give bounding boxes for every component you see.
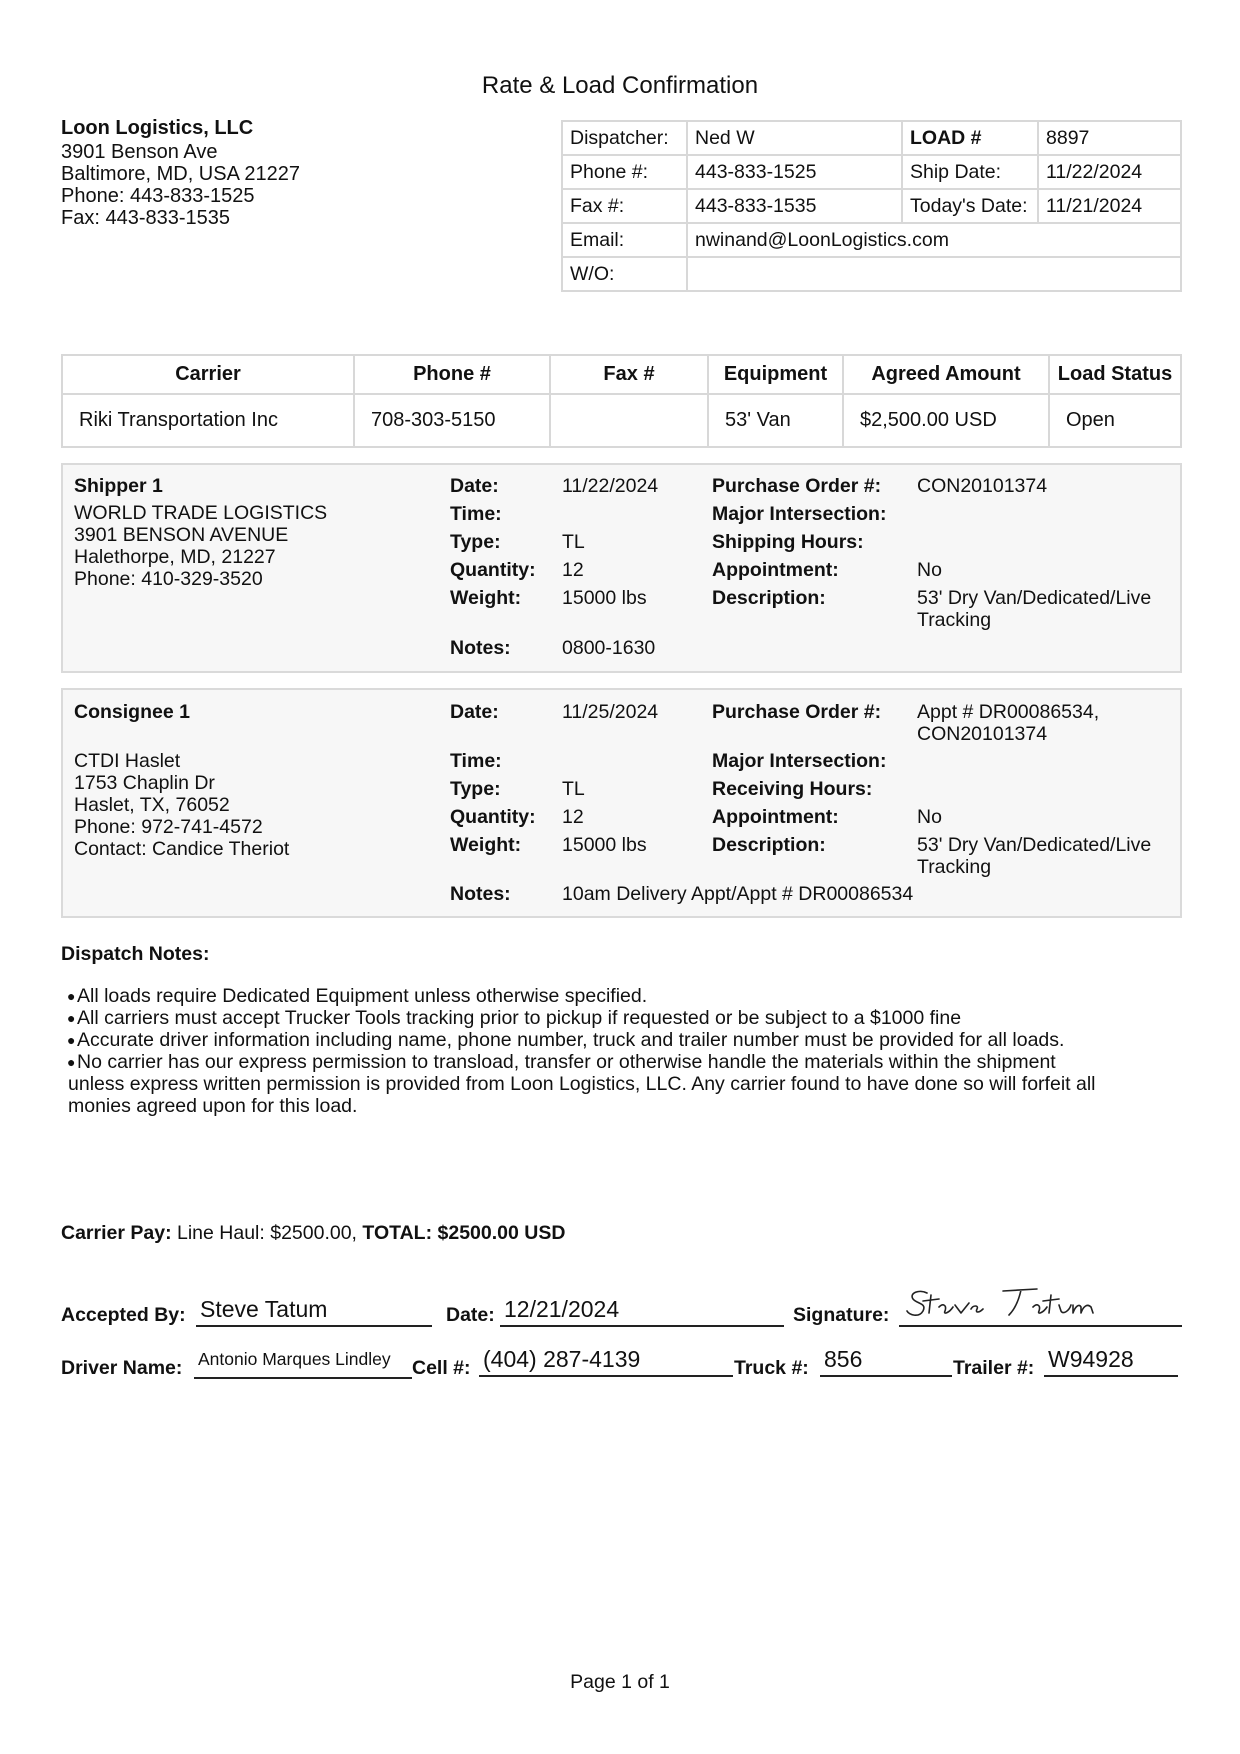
consignee-hours-label: Receiving Hours:	[712, 778, 873, 800]
accept-date-label: Date:	[446, 1304, 495, 1326]
cell-label: Cell #:	[412, 1357, 471, 1379]
list-item: ●All loads require Dedicated Equipment unless otherwise specified.	[67, 985, 648, 1007]
consignee-weight: 15000 lbs	[562, 834, 647, 856]
bullet-icon: ●	[67, 1054, 76, 1070]
bullet-icon: ●	[67, 1010, 76, 1026]
consignee-po-line1: Appt # DR00086534,	[917, 701, 1100, 723]
company-address2: Baltimore, MD, USA 21227	[61, 163, 300, 185]
agreed-amount-cell: $2,500.00 USD	[843, 394, 1049, 447]
load-status-header: Load Status	[1049, 355, 1181, 394]
bullet-icon: ●	[67, 1032, 76, 1048]
shipper-date: 11/22/2024	[562, 475, 659, 497]
consignee-intersection-label: Major Intersection:	[712, 750, 887, 772]
pay-total: TOTAL: $2500.00 USD	[362, 1222, 566, 1244]
company-fax: Fax: 443-833-1535	[61, 207, 231, 229]
consignee-description-line2: Tracking	[917, 856, 992, 878]
driver-name-label: Driver Name:	[61, 1357, 183, 1379]
trailer-field[interactable]: W94928	[1044, 1343, 1178, 1377]
agreed-amount-header: Agreed Amount	[843, 355, 1049, 394]
load-label: LOAD #	[902, 121, 1038, 155]
shipper-weight: 15000 lbs	[562, 587, 647, 609]
trailer-label: Trailer #:	[953, 1357, 1035, 1379]
consignee-time-label: Time:	[450, 750, 502, 772]
dispatch-notes-list	[61, 985, 1161, 1117]
consignee-date: 11/25/2024	[562, 701, 659, 723]
bullet-icon: ●	[67, 988, 76, 1004]
dispatcher-value: Ned W	[687, 121, 902, 155]
phone-header: Phone #	[354, 355, 550, 394]
consignee-phone: Phone: 972-741-4572	[74, 816, 263, 838]
consignee-address2: Haslet, TX, 76052	[74, 794, 230, 816]
consignee-appointment: No	[917, 806, 942, 828]
shipper-name: WORLD TRADE LOGISTICS	[74, 502, 328, 524]
wo-value	[687, 257, 1181, 291]
carrier-header: Carrier	[62, 355, 354, 394]
page-title: Rate & Load Confirmation	[481, 72, 759, 99]
line-haul: Line Haul: $2500.00,	[177, 1222, 357, 1244]
shipper-quantity: 12	[562, 559, 584, 581]
shipper-address1: 3901 BENSON AVENUE	[74, 524, 289, 546]
consignee-section	[61, 688, 1182, 918]
consignee-heading: Consignee 1	[74, 701, 190, 723]
shipper-section	[61, 463, 1182, 673]
consignee-name: CTDI Haslet	[74, 750, 181, 772]
consignee-quantity: 12	[562, 806, 584, 828]
consignee-contact: Contact: Candice Theriot	[74, 838, 290, 860]
carrier-cell: Riki Transportation Inc	[62, 394, 354, 447]
fax-label: Fax #:	[562, 189, 687, 223]
shipper-appointment-label: Appointment:	[712, 559, 839, 581]
equipment-cell: 53' Van	[708, 394, 843, 447]
shipper-heading: Shipper 1	[74, 475, 163, 497]
company-name: Loon Logistics, LLC	[61, 117, 254, 139]
page-number: Page 1 of 1	[570, 1671, 670, 1693]
shipper-type: TL	[562, 531, 585, 553]
equipment-header: Equipment	[708, 355, 843, 394]
shipper-time-label: Time:	[450, 503, 502, 525]
shipper-type-label: Type:	[450, 531, 501, 553]
shipper-description-label: Description:	[712, 587, 826, 609]
shipper-hours-label: Shipping Hours:	[712, 531, 864, 553]
cell-field[interactable]: (404) 287-4139	[479, 1343, 733, 1377]
shipper-quantity-label: Quantity:	[450, 559, 536, 581]
company-address1: 3901 Benson Ave	[61, 141, 218, 163]
consignee-description-line1: 53' Dry Van/Dedicated/Live	[917, 834, 1152, 856]
carrier-pay-label: Carrier Pay:	[61, 1222, 172, 1244]
today-date-value: 11/21/2024	[1038, 189, 1181, 223]
accepted-by-label: Accepted By:	[61, 1304, 186, 1326]
signature-label: Signature:	[793, 1304, 890, 1326]
email-label: Email:	[562, 223, 687, 257]
consignee-po-label: Purchase Order #:	[712, 701, 882, 723]
carrier-pay	[61, 1222, 565, 1245]
company-phone: Phone: 443-833-1525	[61, 185, 255, 207]
signature-image	[905, 1285, 1105, 1321]
load-status-cell: Open	[1049, 394, 1181, 447]
truck-label: Truck #:	[734, 1357, 809, 1379]
signature-field[interactable]	[899, 1293, 1182, 1327]
carrier-table	[61, 354, 1182, 448]
accepted-by-field[interactable]: Steve Tatum	[196, 1293, 432, 1327]
phone-label: Phone #:	[562, 155, 687, 189]
ship-date-value: 11/22/2024	[1038, 155, 1181, 189]
list-item-continuation: monies agreed upon for this load.	[68, 1095, 358, 1117]
email-value: nwinand@LoonLogistics.com	[687, 223, 1181, 257]
truck-field[interactable]: 856	[820, 1343, 952, 1377]
consignee-weight-label: Weight:	[450, 834, 522, 856]
driver-name-field[interactable]: Antonio Marques Lindley	[194, 1345, 412, 1379]
list-item: ●Accurate driver information including name, phone number, truck and trailer number must be provided for all loads.	[67, 1029, 1065, 1051]
consignee-po-line2: CON20101374	[917, 723, 1048, 745]
shipper-notes: 0800-1630	[562, 637, 656, 659]
shipper-notes-label: Notes:	[450, 637, 511, 659]
shipper-address2: Halethorpe, MD, 21227	[74, 546, 276, 568]
shipper-po-label: Purchase Order #:	[712, 475, 882, 497]
consignee-notes: 10am Delivery Appt/Appt # DR00086534	[562, 883, 914, 905]
dispatch-notes-heading: Dispatch Notes:	[61, 943, 210, 965]
list-item: ●All carriers must accept Trucker Tools tracking prior to pickup if requested or be subject to a $1000 fine	[67, 1007, 962, 1029]
shipper-po: CON20101374	[917, 475, 1048, 497]
accept-date-field[interactable]: 12/21/2024	[500, 1293, 784, 1327]
consignee-type-label: Type:	[450, 778, 501, 800]
consignee-description-label: Description:	[712, 834, 826, 856]
fax-header: Fax #	[550, 355, 708, 394]
company-block	[61, 117, 300, 229]
consignee-appointment-label: Appointment:	[712, 806, 839, 828]
fax-value: 443-833-1535	[687, 189, 902, 223]
load-value: 8897	[1038, 121, 1181, 155]
shipper-phone: Phone: 410-329-3520	[74, 568, 263, 590]
shipper-description-line1: 53' Dry Van/Dedicated/Live	[917, 587, 1152, 609]
shipper-description-line2: Tracking	[917, 609, 992, 631]
today-date-label: Today's Date:	[902, 189, 1038, 223]
list-item-continuation: unless express written permission is provided from Loon Logistics, LLC. Any carrier found to have done so will forfeit all	[68, 1073, 1096, 1095]
consignee-address1: 1753 Chaplin Dr	[74, 772, 215, 794]
consignee-notes-label: Notes:	[450, 883, 511, 905]
shipper-appointment: No	[917, 559, 942, 581]
consignee-date-label: Date:	[450, 701, 499, 723]
ship-date-label: Ship Date:	[902, 155, 1038, 189]
phone-value: 443-833-1525	[687, 155, 902, 189]
consignee-quantity-label: Quantity:	[450, 806, 536, 828]
shipper-intersection-label: Major Intersection:	[712, 503, 887, 525]
wo-label: W/O:	[562, 257, 687, 291]
list-item: ●No carrier has our express permission to transload, transfer or otherwise handle the materials within the shipment	[67, 1051, 1056, 1073]
carrier-fax-cell	[550, 394, 708, 447]
table-row	[62, 394, 1181, 447]
shipper-date-label: Date:	[450, 475, 499, 497]
dispatcher-label: Dispatcher:	[562, 121, 687, 155]
consignee-type: TL	[562, 778, 585, 800]
carrier-phone-cell: 708-303-5150	[354, 394, 550, 447]
shipper-weight-label: Weight:	[450, 587, 522, 609]
dispatch-table	[561, 120, 1182, 292]
